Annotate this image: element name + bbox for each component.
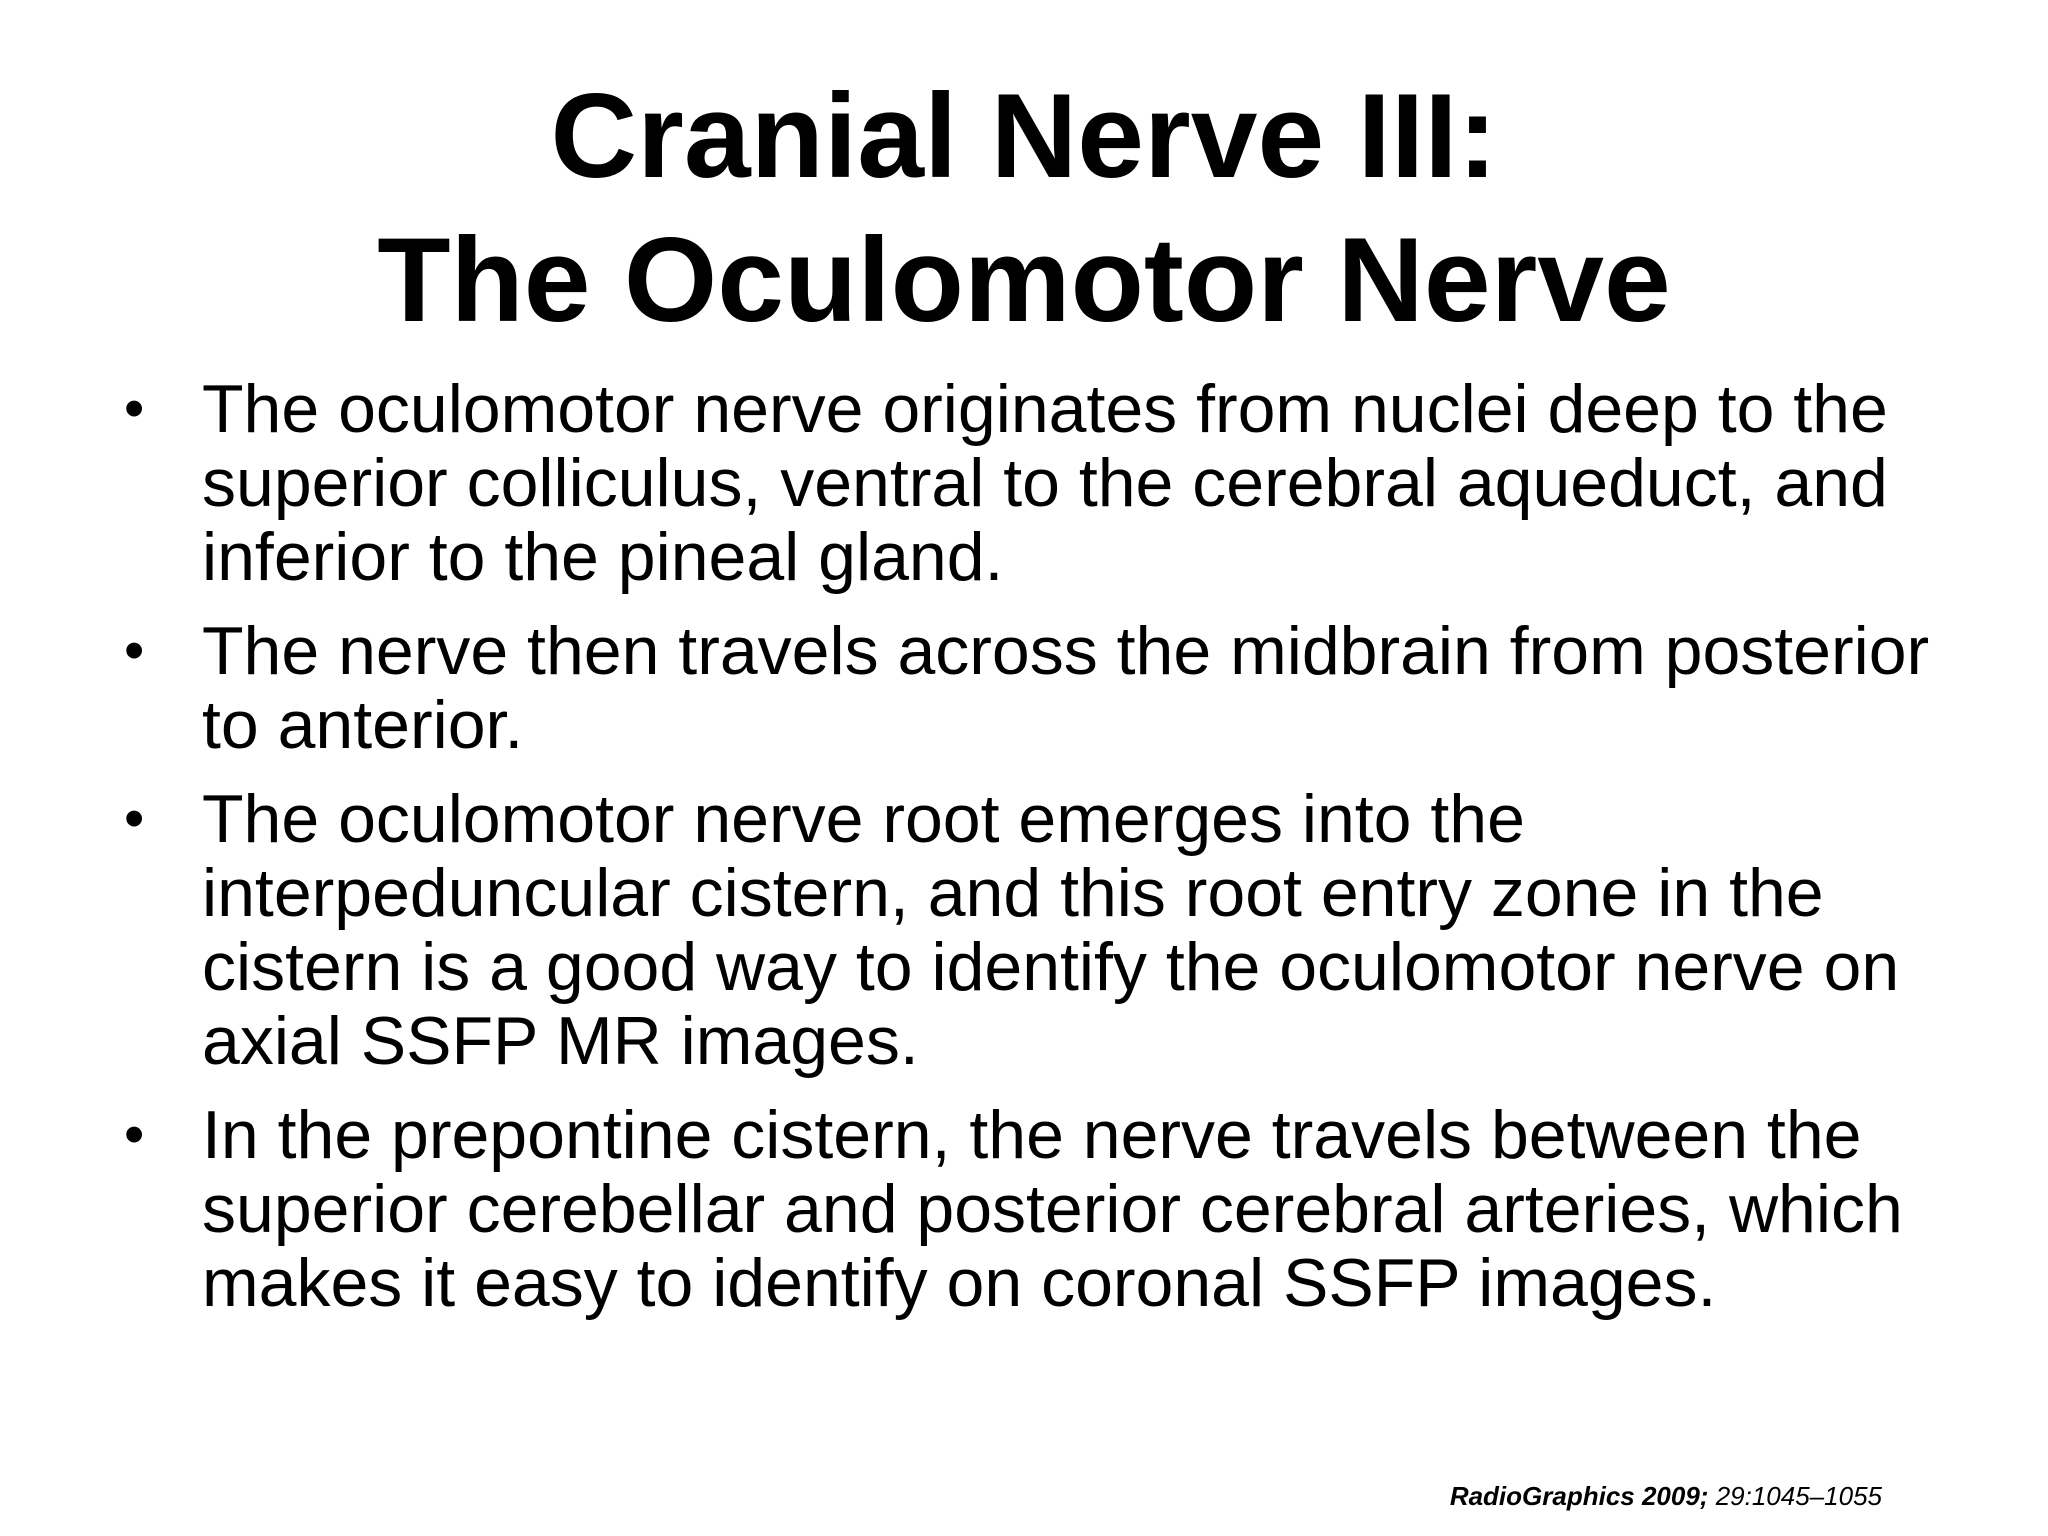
bullet-item [124,1098,2004,1320]
slide-title-line-1: Cranial Nerve III: [550,69,1498,203]
bullet-text: The oculomotor nerve originates from nuclei deep to the superior colliculus, ventral to the cerebral aqueduct, and inferior to the pineal gland. [202,371,1888,595]
slide-title-line-2: The Oculomotor Nerve [377,213,1671,347]
bullet-icon: • [124,376,145,441]
bullet-text: The oculomotor nerve root emerges into the interpeduncular cistern, and this root entry zone in the cistern is a good way to identify the oculomotor nerve on axial SSFP MR images. [202,781,1900,1079]
slide-title [0,64,2048,352]
citation-reference: 29:1045–1055 [1715,1481,1882,1511]
bullet-text: In the prepontine cistern, the nerve travels between the superior cerebellar and posterior cerebral arteries, which makes it easy to identify on coronal SSFP images. [202,1097,1903,1321]
bullet-item [124,614,2004,762]
bullet-icon: • [124,786,145,851]
bullet-list [124,372,2004,1340]
bullet-item [124,782,2004,1078]
bullet-text: The nerve then travels across the midbrain from posterior to anterior. [202,613,1930,763]
bullet-icon: • [124,1102,145,1167]
bullet-icon: • [124,618,145,683]
citation [1450,1480,1882,1512]
bullet-item [124,372,2004,594]
citation-journal: RadioGraphics 2009; [1449,1481,1709,1511]
